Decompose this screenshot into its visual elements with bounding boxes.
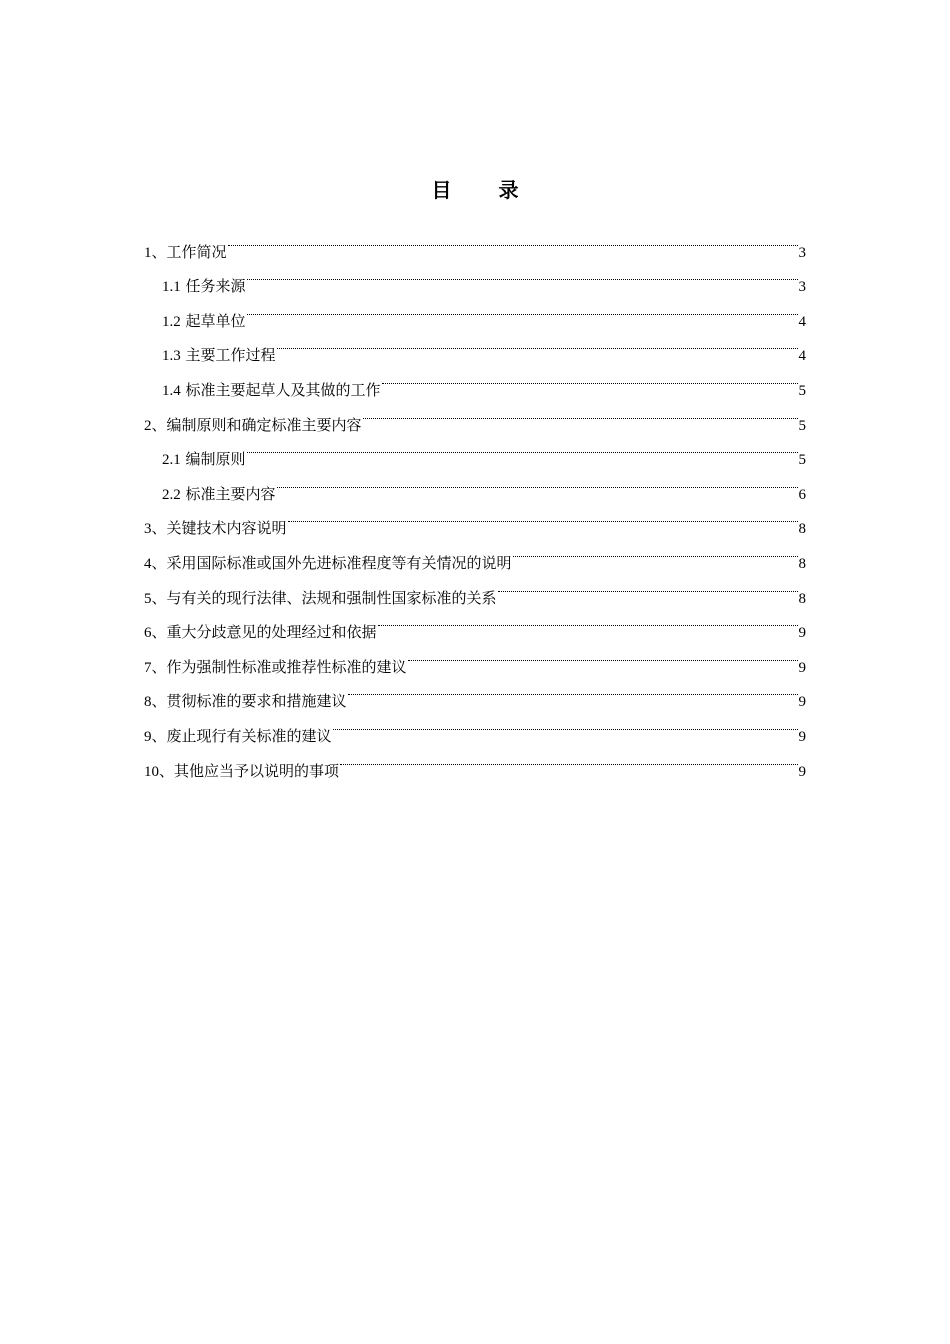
toc-entry-number: 6 (144, 625, 152, 642)
toc-entry-page-number: 8 (798, 521, 806, 538)
toc-entry-separator: 、 (151, 588, 167, 607)
toc-dot-leader (348, 672, 798, 707)
toc-entry-title: 采用国际标准或国外先进标准程度等有关情况的说明 (166, 553, 512, 572)
toc-entry-title: 废止现行有关标准的建议 (166, 726, 332, 745)
toc-entry-title: 工作简况 (166, 242, 227, 261)
toc-entry-title: 与有关的现行法律、法规和强制性国家标准的关系 (166, 588, 497, 607)
toc-dot-leader (247, 257, 798, 292)
toc-dot-leader (247, 291, 798, 326)
toc-entry-number: 3 (144, 521, 152, 538)
toc-entry-page-number: 4 (798, 313, 806, 330)
toc-entry-title: 编制原则 (185, 450, 246, 469)
toc-entry-separator: 、 (151, 726, 167, 745)
toc-entry-number: 1 (144, 244, 152, 261)
toc-entry-page-number: 9 (798, 694, 806, 711)
toc-entry-title: 标准主要内容 (185, 484, 276, 503)
toc-entry-number: 4 (144, 555, 152, 572)
toc-dot-leader (408, 637, 798, 672)
toc-entry-page-number: 8 (798, 555, 806, 572)
toc-entry-page-number: 6 (798, 486, 806, 503)
toc-dot-leader (363, 395, 798, 430)
toc-entry-page-number: 9 (798, 763, 806, 780)
toc-title: 目 录 (431, 178, 539, 202)
toc-entry-number: 10 (144, 763, 159, 780)
toc-entry-number: 2 (144, 417, 152, 434)
toc-entry-title: 重大分歧意见的处理经过和依据 (166, 623, 377, 642)
toc-entry-separator: 、 (151, 553, 167, 572)
toc-entry-number: 1.4 (162, 382, 181, 399)
toc-entry[interactable] (144, 222, 806, 261)
toc-entry-separator: 、 (151, 623, 167, 642)
toc-entry-number: 1.2 (162, 313, 181, 330)
toc-entry-separator: 、 (151, 242, 167, 261)
toc-entry[interactable] (144, 257, 806, 296)
toc-dot-leader (333, 706, 798, 741)
toc-entry-number: 7 (144, 659, 152, 676)
toc-entry-page-number: 5 (798, 452, 806, 469)
toc-entry-number: 2.1 (162, 452, 181, 469)
toc-entry-page-number: 3 (798, 279, 806, 296)
toc-entry-page-number: 9 (798, 728, 806, 745)
toc-entry-number: 5 (144, 590, 152, 607)
toc-dot-leader (247, 430, 798, 465)
toc-entry-title: 关键技术内容说明 (166, 519, 287, 538)
toc-entry-separator: 、 (159, 761, 175, 780)
toc-dot-leader (498, 568, 798, 603)
toc-entry-page-number: 3 (798, 244, 806, 261)
toc-dot-leader (277, 464, 798, 499)
toc-entry-page-number: 5 (798, 382, 806, 399)
toc-entry-separator: 、 (151, 519, 167, 538)
toc-dot-leader (378, 603, 798, 638)
toc-entry-page-number: 9 (798, 625, 806, 642)
toc-entry-title: 起草单位 (185, 311, 246, 330)
toc-entry-page-number: 4 (798, 348, 806, 365)
toc-entry-number: 8 (144, 694, 152, 711)
toc-entry-number: 2.2 (162, 486, 181, 503)
toc-entry-page-number: 8 (798, 590, 806, 607)
toc-entry-page-number: 9 (798, 659, 806, 676)
toc-entry-number: 1.1 (162, 279, 181, 296)
toc-entry-separator: 、 (151, 415, 167, 434)
toc-dot-leader (513, 533, 798, 568)
toc-dot-leader (382, 360, 798, 395)
toc-entry-page-number: 5 (798, 417, 806, 434)
toc-dot-leader (340, 741, 797, 776)
toc-entry-title: 其他应当予以说明的事项 (174, 761, 340, 780)
toc-entry-separator: 、 (151, 692, 167, 711)
toc-entry-title: 编制原则和确定标准主要内容 (166, 415, 362, 434)
toc-dot-leader (288, 499, 798, 534)
toc-entry-title: 贯彻标准的要求和措施建议 (166, 692, 347, 711)
toc-entry-title: 作为强制性标准或推荐性标准的建议 (166, 657, 407, 676)
toc-entry-number: 9 (144, 728, 152, 745)
toc-entry-title: 主要工作过程 (185, 346, 276, 365)
toc-entry-number: 1.3 (162, 348, 181, 365)
toc-dot-leader (277, 326, 798, 361)
toc-entry-title: 标准主要起草人及其做的工作 (185, 380, 381, 399)
toc-entry-title: 任务来源 (185, 277, 246, 296)
toc-entry-separator: 、 (151, 657, 167, 676)
toc-dot-leader (228, 222, 798, 257)
table-of-contents (144, 222, 806, 780)
